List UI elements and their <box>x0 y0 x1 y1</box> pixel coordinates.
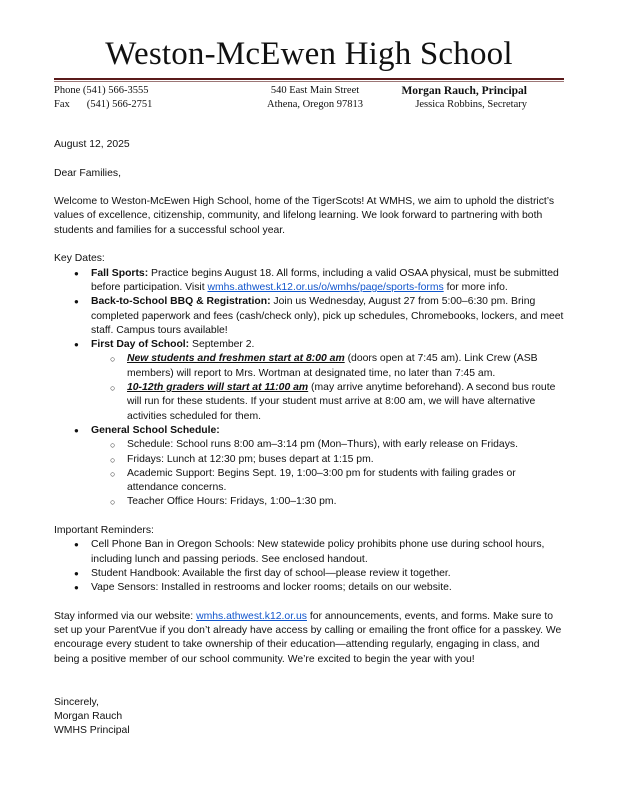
closing-paragraph <box>54 610 566 667</box>
freshmen-start-text: (doors open at 7:45 am). Link Crew (ASB members) will report to Mrs. Wortman at designated time, no later than 7:45 am. <box>127 353 538 379</box>
secretary-name: Jessica Robbins, Secretary <box>415 99 527 110</box>
bbq-label: Back-to-School BBQ & Registration: <box>91 296 271 308</box>
phone-number: (541) 566-3555 <box>82 85 149 96</box>
street-address: 540 East Main Street <box>270 85 360 96</box>
fall-sports-text: Practice begins August 18. All forms, including a valid OSAA physical, must be submitted before participation. Visit <box>91 267 559 293</box>
letter-body <box>54 138 566 738</box>
phone-label: Phone <box>54 85 81 96</box>
list-item-upperclass <box>127 381 566 424</box>
key-dates-heading: Key Dates: <box>54 253 105 265</box>
fall-sports-after: for more info. <box>443 281 508 293</box>
intro-paragraph: Welcome to Weston-McEwen High School, home of the TigerScots! At WMHS, we aim to uphold the district’s values of excellence, citizenship, community, and lifelong learning. We look forward to partnering with both students and families for a successful school year. <box>54 196 555 236</box>
reminders-list <box>54 538 566 595</box>
schedule-label: General School Schedule: <box>91 424 220 436</box>
signer-name: Morgan Rauch <box>54 710 123 722</box>
first-day-text: September 2. <box>189 339 255 351</box>
schedule-sublist <box>91 438 566 509</box>
letter-date: August 12, 2025 <box>54 139 130 150</box>
list-item-first-day <box>91 338 566 424</box>
signoff: Sincerely, <box>54 696 99 708</box>
list-item-fall-sports <box>91 267 566 296</box>
list-item: ○ Fridays: Lunch at 12:30 pm; buses depart at 1:15 pm. <box>127 453 566 467</box>
list-item: ○ Teacher Office Hours: Fridays, 1:00–1:30 pm. <box>127 495 566 509</box>
closing-before: Stay informed via our website: <box>54 610 197 622</box>
reminders-heading: Important Reminders: <box>54 525 154 537</box>
freshmen-start-emphasis: New students and freshmen start at 8:00 am <box>127 353 345 365</box>
list-item: ○ Schedule: School runs 8:00 am–3:14 pm (Mon–Thurs), with early release on Fridays. <box>127 438 566 452</box>
header-divider <box>54 78 564 80</box>
first-day-label: First Day of School: <box>91 339 190 351</box>
first-day-sublist <box>91 352 566 423</box>
sports-forms-link[interactable]: wmhs.athwest.k12.or.us/o/wmhs/page/sports-forms <box>207 281 444 293</box>
header-divider-thin <box>54 81 564 82</box>
upperclass-start-text: (may arrive anytime beforehand). A second bus route will run for these students. If your student must arrive at 8:00 am, we will have alternative activities scheduled for them. <box>127 382 556 422</box>
website-link[interactable]: wmhs.athwest.k12.or.us <box>196 610 307 622</box>
list-item: ● Vape Sensors: Installed in restrooms and locker rooms; details on our website. <box>91 581 566 595</box>
school-name-heading: Weston-McEwen High School <box>105 36 513 72</box>
greeting: Dear Families, <box>54 167 121 179</box>
city-address: Athena, Oregon 97813 <box>267 99 363 110</box>
list-item-schedule <box>91 424 566 510</box>
upperclass-start-emphasis: 10-12th graders will start at 11:00 am <box>127 382 309 394</box>
list-item: ● Cell Phone Ban in Oregon Schools: New statewide policy prohibits phone use during school hours, including lunch and passing periods. See enclosed handout. <box>91 538 566 567</box>
fax-label: Fax <box>54 99 70 110</box>
principal-name: Morgan Rauch, Principal <box>401 85 527 97</box>
key-dates-list <box>54 267 566 510</box>
fall-sports-label: Fall Sports: <box>91 267 149 279</box>
closing-after: for announcements, events, and forms. Make sure to set up your ParentVue if you don’t already have access by calling or emailing the front office for a passkey. We encourage every student to take ownership of their education—attending regularly, engaging in class, and being a positive member of our school community. We’re excited to begin the year with you! <box>54 610 562 665</box>
list-item: ○ Academic Support: Begins Sept. 19, 1:00–3:00 pm for students with failing grades or attendance concerns. <box>127 467 566 496</box>
fax-number: (541) 566-2751 <box>86 99 153 110</box>
list-item: ● Student Handbook: Available the first day of school—please review it together. <box>91 567 566 581</box>
list-item-freshmen <box>127 352 566 381</box>
list-item-bbq <box>91 295 566 338</box>
bbq-text: Join us Wednesday, August 27 from 5:00–6:30 pm. Bring completed paperwork and fees (cash/check only), pick up schedules, Chromebooks, lockers, and meet staff. Campus tours available! <box>91 296 564 336</box>
contact-staff <box>401 84 527 112</box>
signer-title: WMHS Principal <box>54 725 130 737</box>
